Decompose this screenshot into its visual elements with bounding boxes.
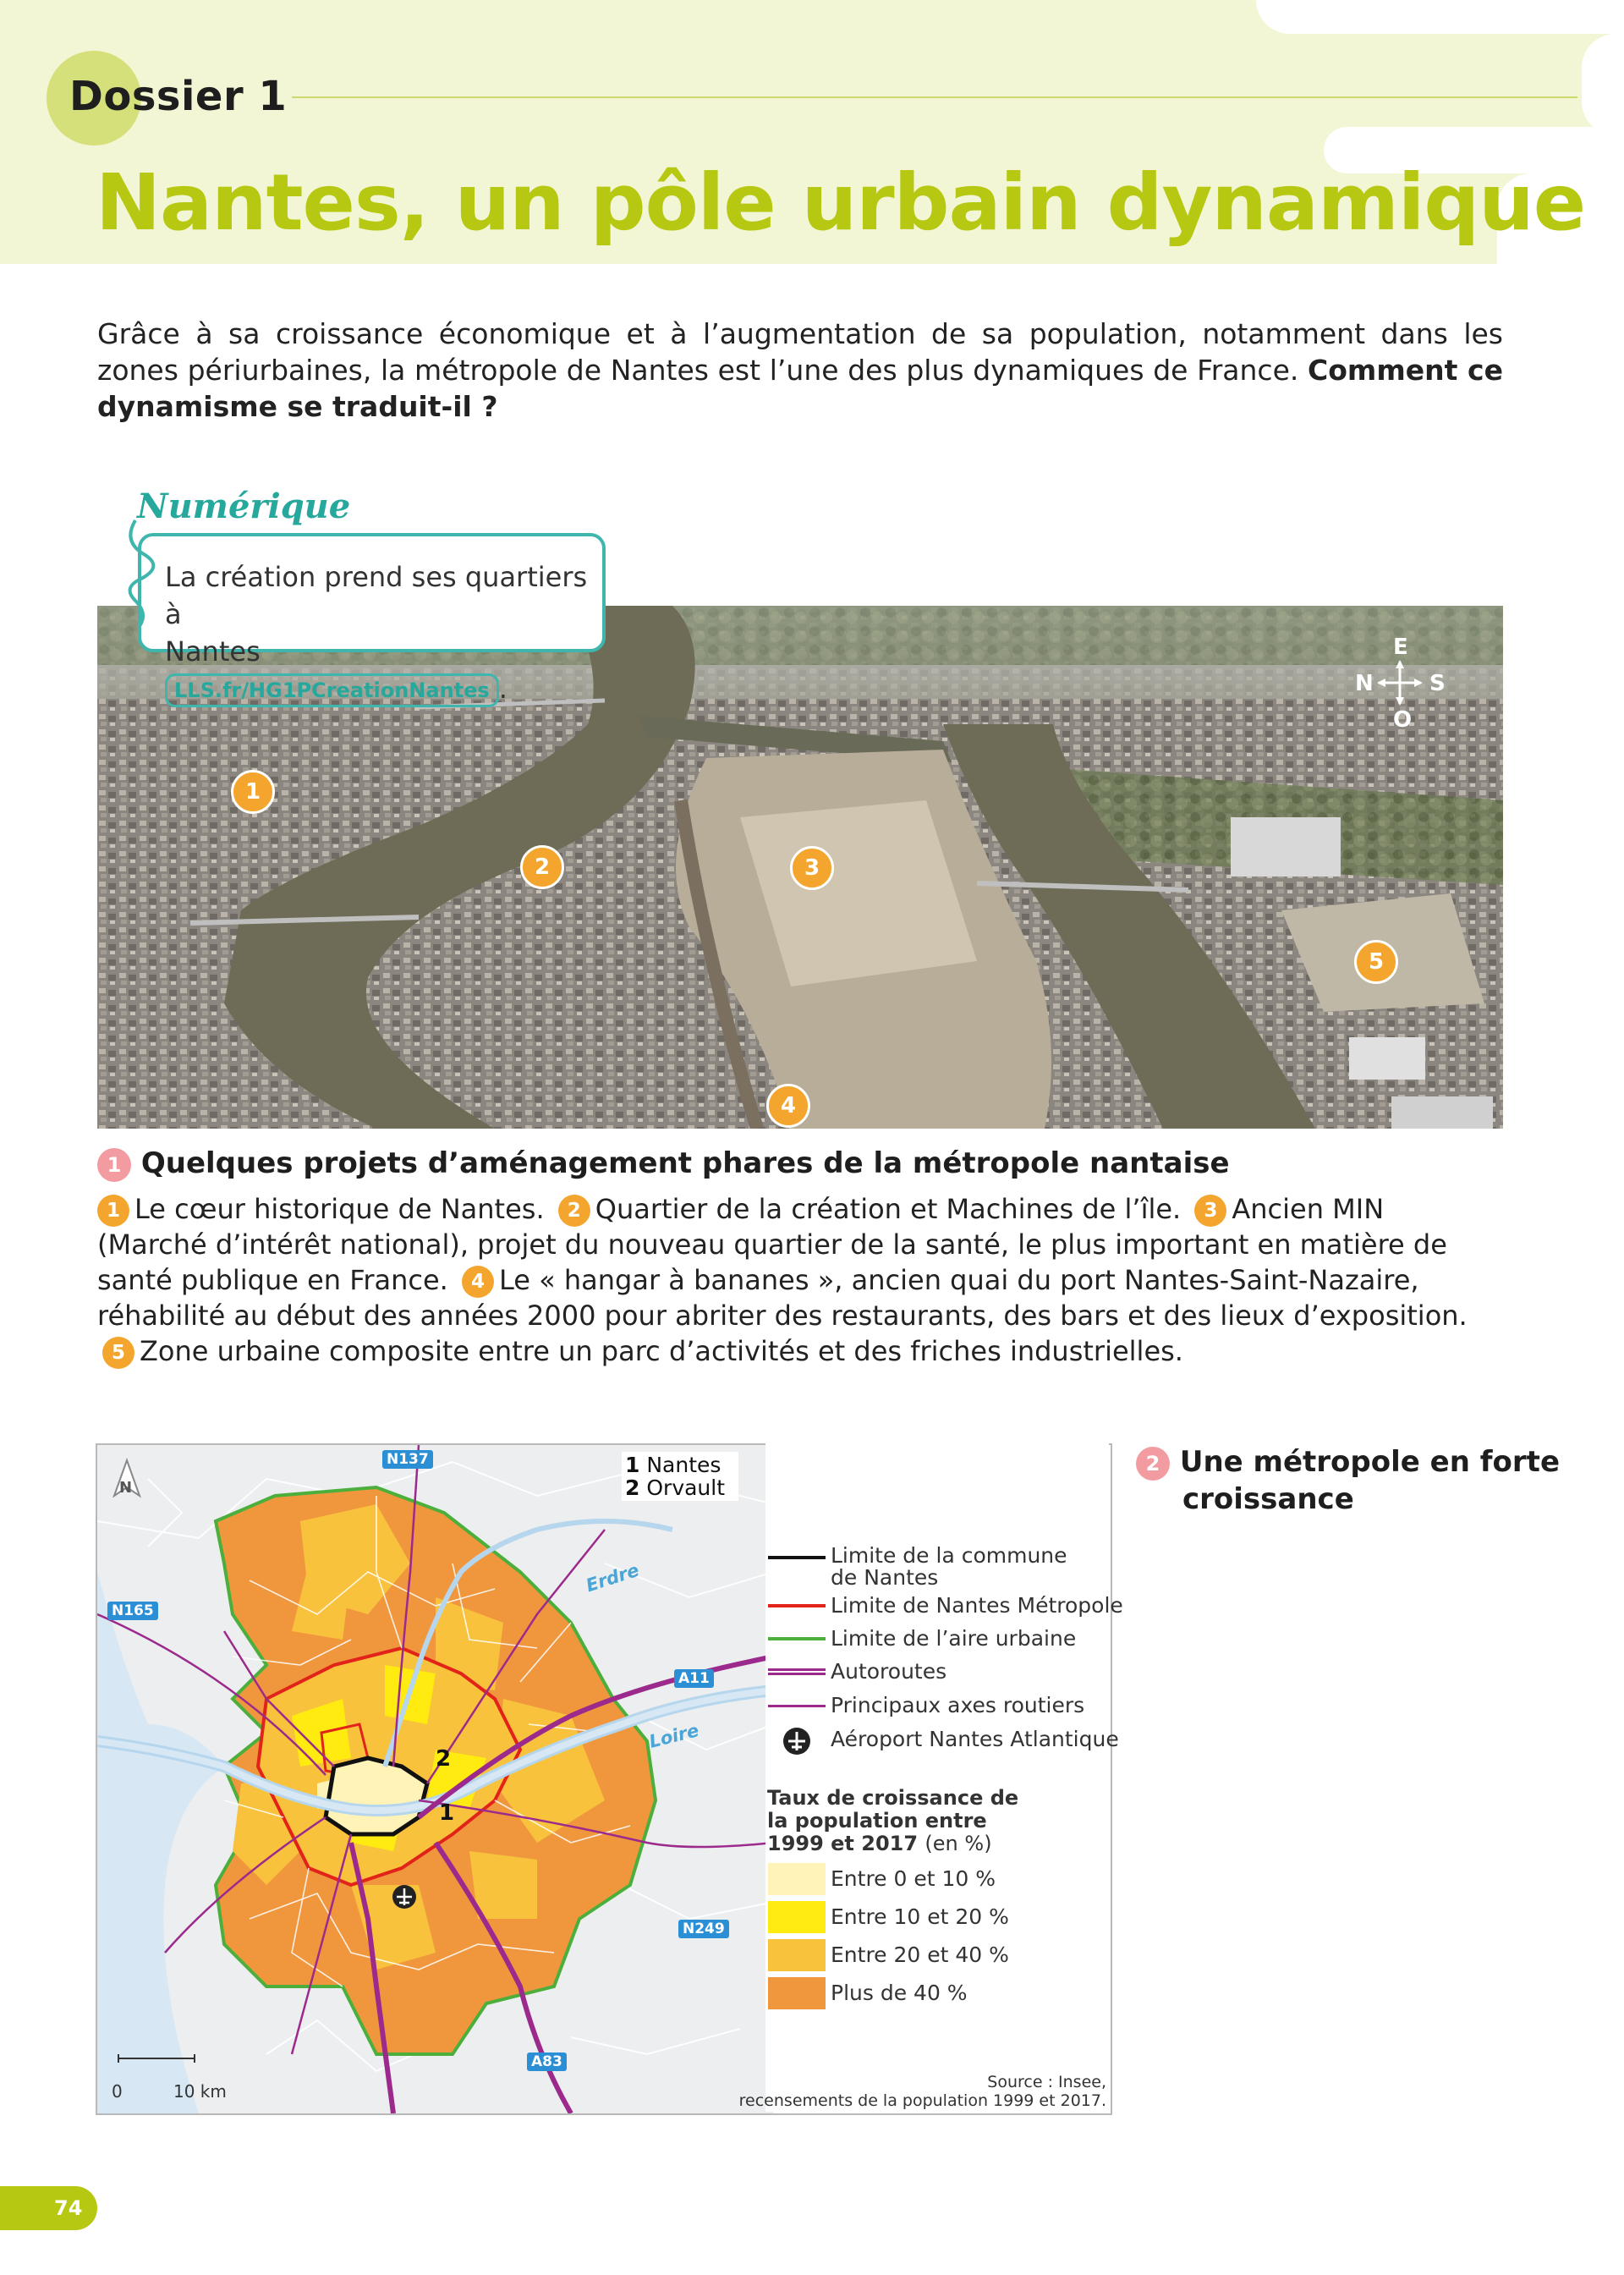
photo-marker-2: 2 — [520, 845, 564, 889]
road-a11: A11 — [674, 1669, 714, 1688]
river-erdre: Erdre — [583, 1559, 642, 1596]
legend-class-10-20: Entre 10 et 20 % — [831, 1904, 1009, 1929]
legend-class-20-40: Entre 20 et 40 % — [831, 1943, 1009, 1967]
scale-ten: 10 km — [173, 2081, 227, 2102]
legend-label-airport: Aéroport Nantes Atlantique — [831, 1727, 1119, 1751]
compass-o: O — [1393, 707, 1413, 733]
legend-class-0-10: Entre 0 et 10 % — [831, 1866, 996, 1891]
map-label-nantes: 1 — [439, 1800, 455, 1826]
airport-icon — [392, 1885, 416, 1909]
intro-text: Grâce à sa croissance économique et à l’augmentation de sa population, notamment dans les zones périurbaines, la métropole de Nantes est l’une des plus dynamiques de France. — [97, 317, 1503, 387]
legend-line-metropole — [768, 1604, 826, 1607]
numerique-link[interactable]: LLS.fr/HG1PCreationNantes — [165, 673, 499, 707]
legend-line-axes — [768, 1705, 826, 1707]
caption-item-3: Ancien MIN (Marché d’intérêt national), projet du nouveau quartier de la santé, le plus important en matière de santé publique en France. — [97, 1193, 1447, 1296]
caption-item-4: Le « hangar à bananes », ancien quai du port Nantes-Saint-Nazaire, réhabilité au début des années 2000 pour abriter des restaurants, des bars et des lieux d’exposition. — [97, 1264, 1468, 1332]
page-title: Nantes, un pôle urbain dynamique — [96, 157, 1586, 248]
map-label-orvault: 2 — [436, 1746, 452, 1772]
legend-line-aire — [768, 1637, 826, 1640]
scale-zero: 0 — [112, 2081, 123, 2102]
dossier-label: Dossier 1 — [69, 73, 288, 120]
legend-swatch-0-10 — [768, 1863, 826, 1895]
choropleth-map — [97, 1445, 774, 2113]
numerique-after-link: . — [498, 673, 508, 705]
legend-label-metropole: Limite de Nantes Métropole — [831, 1593, 1123, 1618]
legend-label-aire: Limite de l’aire urbaine — [831, 1626, 1077, 1651]
road-a83: A83 — [527, 2052, 567, 2071]
doc2-title-line1: Une métropole en forte — [1179, 1445, 1560, 1479]
doc1-title-text: Quelques projets d’aménagement phares de la métropole nantaise — [140, 1146, 1230, 1180]
legend-growth-title: Taux de croissance de la population entre 1999 et 2017 (en %) — [767, 1786, 1019, 1855]
legend-growth-unit: (en %) — [924, 1832, 992, 1855]
photo-marker-1: 1 — [231, 770, 275, 814]
doc2-title-line2: croissance — [1182, 1482, 1354, 1516]
legend-label-autoroutes: Autoroutes — [831, 1659, 947, 1684]
commune-key: 1 Nantes 2 Orvault — [622, 1452, 738, 1501]
numerique-line1: La création prend ses quartiers à — [165, 561, 588, 630]
legend-label-commune: Limite de la commune de Nantes — [831, 1543, 1067, 1590]
intro-question: Comment ce dynamisme se traduit-il ? — [97, 354, 1503, 423]
caption-item-2: Quartier de la création et Machines de l’île. — [595, 1193, 1182, 1225]
dossier-rule — [292, 96, 1577, 98]
legend-line-commune — [768, 1556, 826, 1559]
intro-paragraph — [97, 316, 1503, 425]
doc1-title — [97, 1146, 1230, 1182]
caption-badge-2: 2 — [558, 1195, 590, 1227]
legend-airport-icon — [780, 1724, 814, 1758]
map-source: Source : Insee, recensements de la population 1999 et 2017. — [738, 2073, 1106, 2110]
photo-marker-5: 5 — [1354, 940, 1398, 984]
curl-decoration-icon — [118, 508, 169, 643]
doc1-number-badge: 1 — [97, 1148, 131, 1182]
caption-badge-5: 5 — [102, 1337, 134, 1369]
compass-e: E — [1393, 635, 1408, 660]
compass-s: S — [1429, 671, 1446, 696]
photo-marker-3: 3 — [790, 846, 834, 890]
legend-label-axes: Principaux axes routiers — [831, 1693, 1085, 1717]
caption-item-1: Le cœur historique de Nantes. — [134, 1193, 545, 1225]
caption-item-5: Zone urbaine composite entre un parc d’activités et des friches industrielles. — [140, 1335, 1183, 1367]
compass-n: N — [1355, 671, 1374, 696]
numerique-line2: Nantes — [165, 635, 261, 668]
header-decoration — [1256, 0, 1624, 34]
doc2-title — [1136, 1443, 1560, 1518]
legend-line-autoroutes — [768, 1668, 826, 1675]
doc2-number-badge: 2 — [1136, 1447, 1170, 1481]
numerique-title: Numérique — [137, 486, 351, 526]
numerique-text — [165, 558, 588, 707]
road-n137: N137 — [382, 1450, 433, 1469]
legend-class-40plus: Plus de 40 % — [831, 1981, 968, 2005]
legend-swatch-20-40 — [768, 1939, 826, 1971]
caption-badge-4: 4 — [462, 1266, 494, 1298]
road-n165: N165 — [107, 1602, 158, 1620]
caption-badge-1: 1 — [97, 1195, 129, 1227]
caption-badge-3: 3 — [1194, 1195, 1226, 1227]
north-letter: N — [119, 1479, 133, 1497]
compass-rose-icon — [1353, 635, 1446, 733]
legend-swatch-40plus — [768, 1977, 826, 2009]
doc1-caption — [97, 1191, 1501, 1369]
page-number: 74 — [0, 2186, 97, 2230]
photo-marker-4: 4 — [766, 1084, 810, 1128]
road-n249: N249 — [678, 1920, 729, 1938]
legend-swatch-10-20 — [768, 1901, 826, 1933]
river-loire: Loire — [646, 1720, 701, 1752]
header-decoration — [1582, 34, 1624, 135]
